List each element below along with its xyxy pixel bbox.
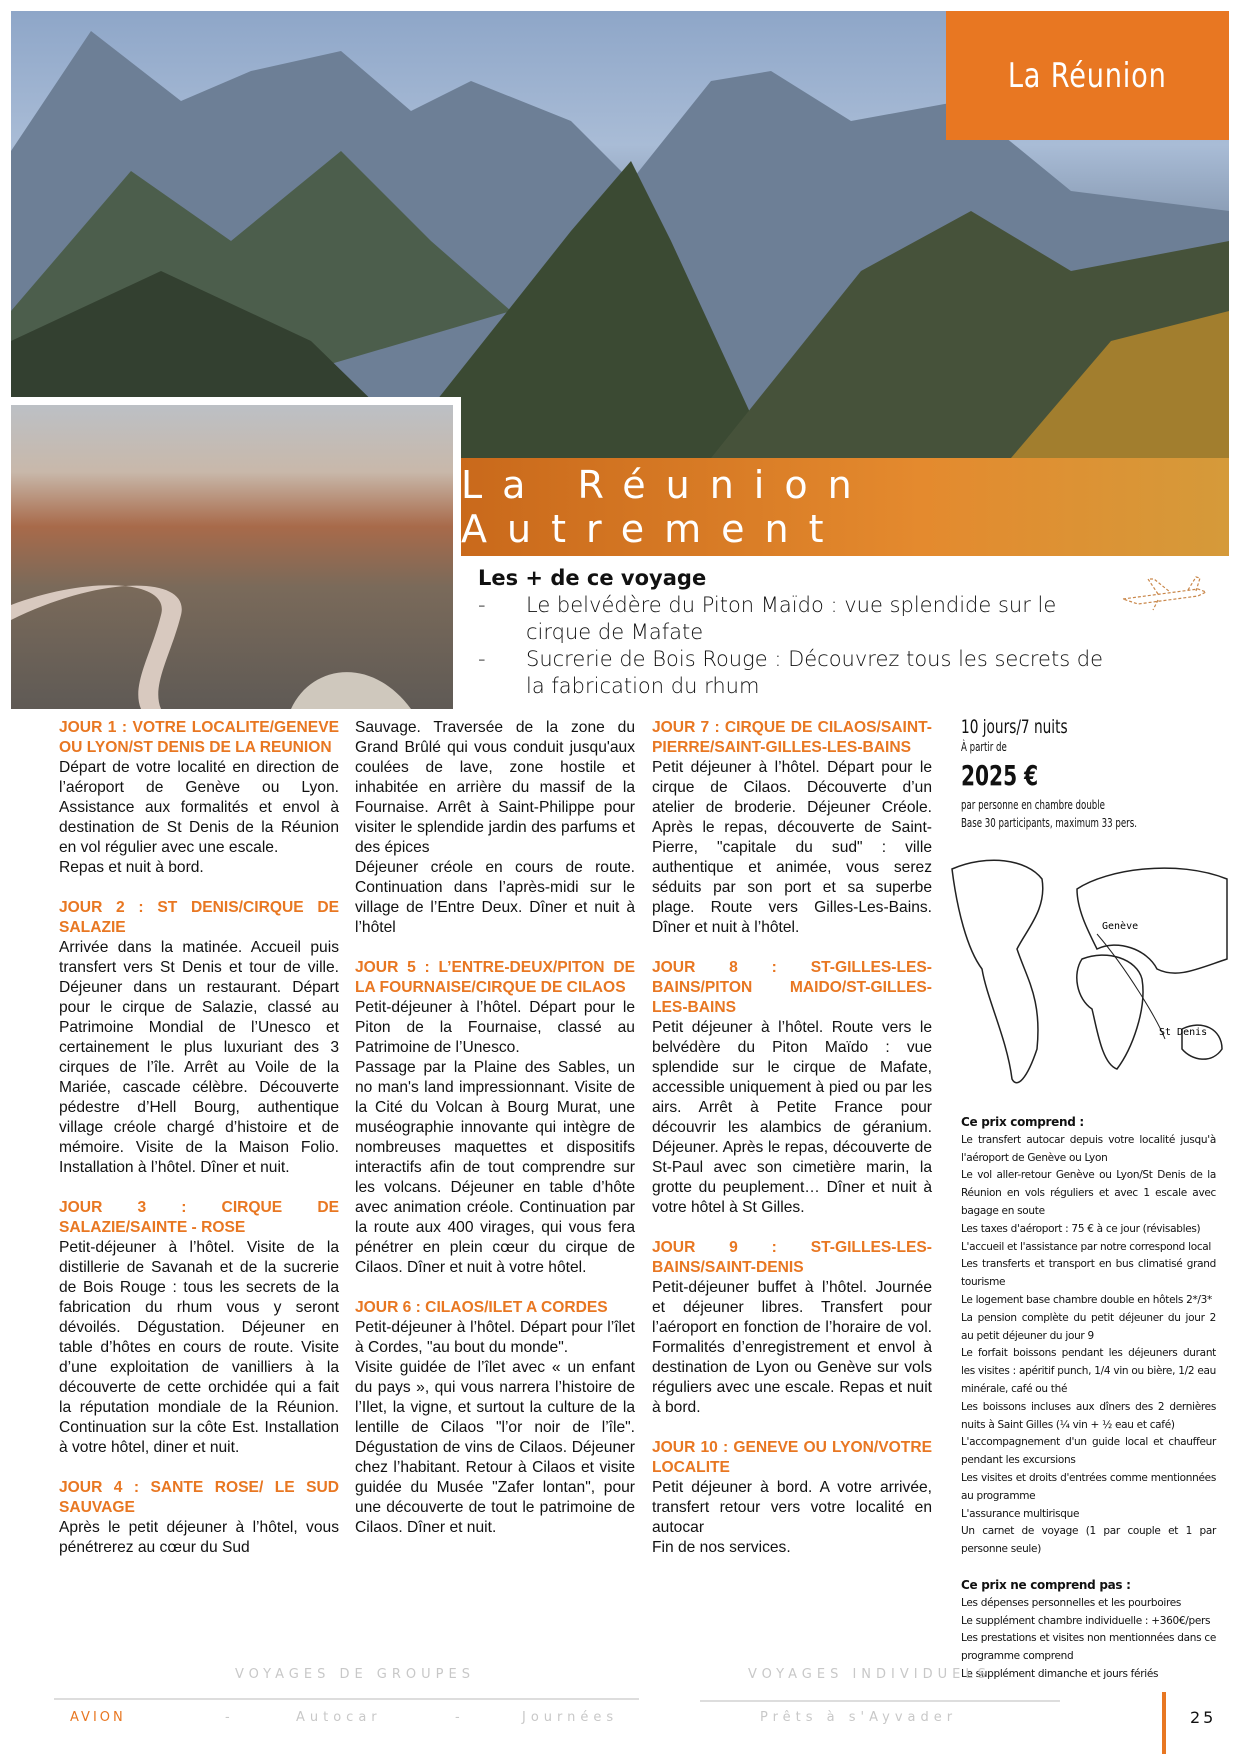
- highlight-item: [478, 646, 1128, 700]
- day-text: Arrivée dans la matinée. Accueil puis transfert vers St Denis et tour de ville. Déjeuner dans un restaurant. Départ pour le cirque de Salazie, classé au Patrimoine Mondial de l’Unesco et certainement le plus luxuriant des 3 cirques de l’île. Arrêt au Voile de la Mariée, cascade célèbre. Découverte pédestre d’Hell Bourg, authentique village créole chargé d’histoire et de mémoire. Visite de la Maison Folio. Installation à l’hôtel. Dîner et nuit.: [59, 939, 339, 1176]
- volcano-road-photo-frame: [11, 397, 461, 709]
- excludes-title: Ce prix ne comprend pas :: [961, 1577, 1131, 1592]
- includes-item: L'accueil et l'assistance par notre correspond local: [961, 1240, 1212, 1253]
- day-title: JOUR 6 : CILAOS/ILET A CORDES: [355, 1299, 608, 1316]
- includes-list: [961, 1132, 1216, 1559]
- airplane-icon: [1118, 574, 1208, 614]
- group-size: Base 30 participants, maximum 33 pers.: [961, 816, 1137, 830]
- highlights-title: Les + de ce voyage: [478, 566, 707, 590]
- footer-divider: [700, 1700, 1060, 1702]
- includes-item: Le forfait boissons pendant les déjeuners durant les visites : apéritif punch, 1/4 vin ou bière, 1/2 eau minérale, café ou thé: [961, 1347, 1216, 1395]
- map-label-geneve: Genève: [1102, 921, 1139, 932]
- includes-item: La pension complète du petit déjeuner du jour 2 au petit déjeuner du jour 9: [961, 1311, 1216, 1342]
- day-title: JOUR 4 : SANTE ROSE/ LE SUD SAUVAGE: [59, 1479, 339, 1516]
- footer-individual-travel: VOYAGES INDIVIDUELS: [748, 1667, 991, 1682]
- day-text-continued: Sauvage. Traversée de la zone du Grand Brûlé qui vous conduit jusqu'aux coulées de lave, zone hostile et inhabitée en arrière du massif de la Fournaise. Arrêt à Saint-Philippe pour visiter le splendide jardin des parfums et des épices Déjeuner créole en cours de route. Continuation dans l’après-midi sur le village de l’Entre Deux. Dîner et nuit à l’hôtel: [355, 719, 635, 936]
- day-title: JOUR 8 : ST-GILLES-LES-BAINS/PITON MAIDO/ST-GILLES-LES-BAINS: [652, 959, 932, 1016]
- world-map: [947, 849, 1229, 1106]
- highlights-section: [478, 566, 1128, 700]
- footer-link-avion[interactable]: AVION: [70, 1710, 126, 1725]
- footer-separator: -: [225, 1710, 235, 1725]
- highlight-item: [478, 592, 1128, 646]
- price-details: [961, 1114, 1216, 1684]
- day-title: JOUR 5 : L’ENTRE-DEUX/PITON DE LA FOURNAISE/CIRQUE DE CILAOS: [355, 959, 635, 996]
- day-title: JOUR 10 : GENEVE OU LYON/VOTRE LOCALITE: [652, 1439, 932, 1476]
- destination-title: La Réunion: [1008, 55, 1167, 96]
- page-number-bar: [1162, 1692, 1166, 1754]
- day-title: JOUR 3 : CIRQUE DE SALAZIE/SAINTE - ROSE: [59, 1199, 339, 1236]
- footer: [0, 1660, 1240, 1754]
- includes-item: Les transferts et transport en bus climatisé grand tourisme: [961, 1258, 1216, 1289]
- day-text-part: Après le petit déjeuner à l’hôtel, vous pénétrerez au cœur du Sud: [59, 1519, 339, 1556]
- footer-link-autocar[interactable]: Autocar: [296, 1710, 382, 1725]
- includes-item: Les boissons incluses aux dîners des 2 dernières nuits à Saint Gilles (¼ vin + ½ eau et café): [961, 1400, 1216, 1431]
- includes-item: Les taxes d'aéroport : 75 € à ce jour (révisables): [961, 1222, 1201, 1235]
- day-title: JOUR 9 : ST-GILLES-LES-BAINS/SAINT-DENIS: [652, 1239, 932, 1276]
- footer-divider: [54, 1698, 639, 1700]
- excludes-item: Le supplément chambre individuelle : +360€/pers: [961, 1614, 1211, 1627]
- day-text: Petit-déjeuner à l’hôtel. Départ pour l’îlet à Cordes, "au bout du monde". Visite guidée de l’îlet avec « un enfant du pays », qui vous narrera l’histoire de l’Ilet, la vigne, et surtout la culture de la lentille de Cilaos "l’or noir de l’île". Dégustation de vins de Cilaos. Déjeuner chez l’habitant. Retour à Cilaos et visite guidée du Musée "Zafer lontan", pour une découverte de tout le patrimoine de Cilaos. Dîner et nuit.: [355, 1319, 635, 1536]
- day-text: Petit-déjeuner à l’hôtel. Départ pour le Piton de la Fournaise, classé au Patrimoine de l’Unesco. Passage par la Plaine des Sables, un no man's land impressionnant. Visite de la Cité du Volcan à Bourg Murat, une muséographie innovante qui intègre de nombreuses maquettes et dispositifs interactifs afin de tout comprendre sur les volcans. Déjeuner en table d’hôte avec animation créole. Continuation par la route aux 400 virages, qui vous fera pénétrer en plein cœur du cirque de Cilaos. Dîner et nuit à votre hôtel.: [355, 999, 635, 1276]
- excludes-item: Les dépenses personnelles et les pourboires: [961, 1596, 1182, 1609]
- day-title: JOUR 2 : ST DENIS/CIRQUE DE SALAZIE: [59, 899, 339, 936]
- day-text: Petit déjeuner à l’hôtel. Route vers le belvédère du Piton Maïdo : vue splendide sur le cirque de Mafate, accessible uniquement à pied ou par les airs. Arrêt à Petite France pour découvrir les alambics de géranium. Déjeuner. Après le repas, découverte de St-Paul avec son cimetière marin, la grotte du peuplement… Dîner et nuit à votre hôtel à St Gilles.: [652, 1019, 932, 1216]
- price-basis: par personne en chambre double: [961, 798, 1105, 812]
- day-text: Petit-déjeuner buffet à l’hôtel. Journée et déjeuner libres. Transfert pour l’aéroport en fonction de l’horaire de vol. Formalités d’enregistrement et envol à destination de Lyon ou Genève sur vols réguliers avec une escale. Repas et nuit à bord.: [652, 1279, 932, 1416]
- includes-item: L'accompagnement d'un guide local et chauffeur pendant les excursions: [961, 1436, 1216, 1467]
- bullet-dash: -: [478, 593, 486, 617]
- itinerary-column-3: [652, 718, 932, 1578]
- includes-item: Les visites et droits d'entrées comme mentionnées au programme: [961, 1471, 1216, 1502]
- day-title: JOUR 7 : CIRQUE DE CILAOS/SAINT-PIERRE/SAINT-GILLES-LES-BAINS: [652, 719, 932, 756]
- footer-link-prets[interactable]: Prêts à s'Ayvader: [760, 1710, 958, 1725]
- excludes-item: Les prestations et visites non mentionnées dans ce programme comprend: [961, 1632, 1216, 1663]
- price: 2025 €: [961, 759, 1039, 792]
- day-text: Départ de votre localité en direction de l’aéroport de Genève ou Lyon. Assistance aux formalités et envol à destination de St Denis de la Réunion en vol régulier avec une escale. Repas et nuit à bord.: [59, 759, 339, 876]
- footer-separator: -: [455, 1710, 465, 1725]
- day-title: JOUR 1 : VOTRE LOCALITE/GENEVE OU LYON/ST DENIS DE LA REUNION: [59, 719, 339, 756]
- includes-item: Un carnet de voyage (1 par couple et 1 par personne seule): [961, 1525, 1216, 1556]
- includes-item: Le vol aller-retour Genève ou Lyon/St Denis de la Réunion en vols réguliers et avec 1 escale avec bagage en soute: [961, 1169, 1216, 1217]
- map-label-st-denis: St Denis: [1159, 1027, 1208, 1038]
- day-text: Petit déjeuner à l’hôtel. Départ pour le cirque de Cilaos. Découverte d’un atelier de broderie. Déjeuner Créole. Après le repas, découverte de Saint-Pierre, "capitale du sud" : ville authentique et animée, vous serez séduits par son port et sa superbe plage. Route vers Gilles-Les-Bains. Dîner et nuit à l’hôtel.: [652, 759, 932, 936]
- itinerary-column-1: [59, 718, 339, 1558]
- price-from-label: À partir de: [961, 740, 1007, 754]
- destination-title-box: [946, 11, 1229, 140]
- includes-item: Le logement base chambre double en hôtels 2*/3*: [961, 1293, 1212, 1306]
- day-text: Petit déjeuner à bord. A votre arrivée, transfert retour vers votre localité en autocar Fin de nos services.: [652, 1479, 932, 1556]
- footer-link-journees[interactable]: Journées: [522, 1710, 619, 1725]
- trip-title-banner: [461, 458, 1229, 556]
- offer-box: [961, 716, 1216, 832]
- duration: 10 jours/7 nuits: [961, 716, 1068, 738]
- includes-item: Le transfert autocar depuis votre localité jusqu'à l'aéroport de Genève ou Lyon: [961, 1133, 1216, 1164]
- includes-title: Ce prix comprend :: [961, 1115, 1084, 1129]
- trip-title: La Réunion Autrement: [461, 463, 872, 551]
- day-text: Petit-déjeuner à l’hôtel. Visite de la distillerie de Savanah et de la sucrerie de Bois Rouge : tous les secrets de la fabrication du rhum vous y seront dévoilés. Dégustation. Déjeuner en table d’hôtes en cours de route. Visite d’une exploitation de vanilliers à la découverte de cette orchidée qui a fait la réputation mondiale de la Réunion. Continuation sur la côte Est. Installation à votre hôtel, diner et nuit.: [59, 1239, 339, 1456]
- volcano-road-photo: [11, 405, 453, 709]
- footer-group-travel: VOYAGES DE GROUPES: [235, 1667, 475, 1682]
- includes-item: L'assurance multirisque: [961, 1507, 1080, 1520]
- excludes-item: Le supplément dimanche et jours fériés: [961, 1667, 1159, 1680]
- itinerary-column-2: [355, 718, 635, 1558]
- page-number: 25: [1190, 1708, 1217, 1727]
- bullet-dash: -: [478, 647, 486, 671]
- highlight-text: Sucrerie de Bois Rouge : Découvrez tous les secrets de la fabrication du rhum: [526, 647, 1104, 698]
- highlight-text: Le belvédère du Piton Maïdo : vue splendide sur le cirque de Mafate: [526, 593, 1057, 644]
